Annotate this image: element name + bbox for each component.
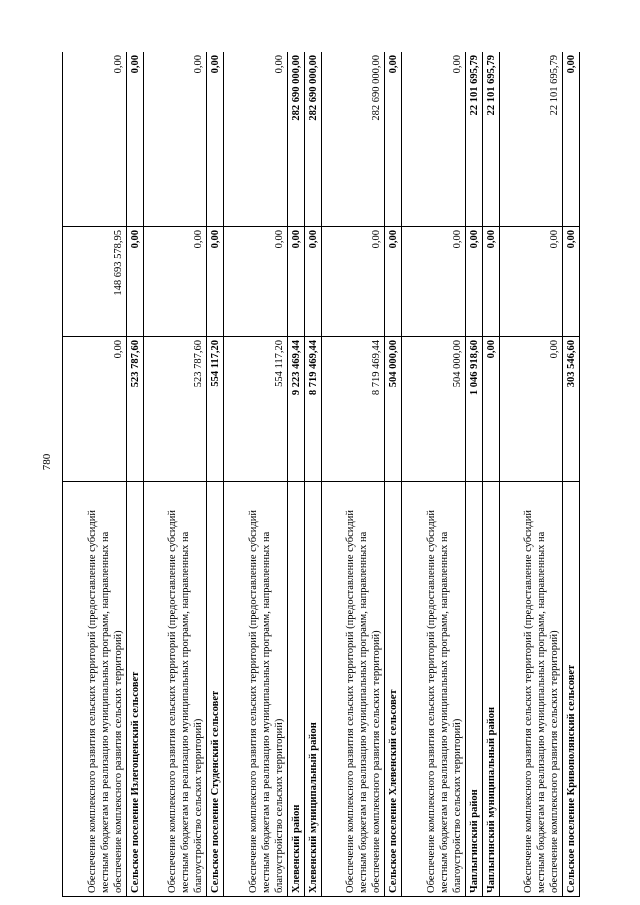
value-cell-3: 22 101 695,79 [482,52,499,227]
subsidy-table [62,52,580,897]
table-row [287,52,304,897]
table-row [385,52,402,897]
row-label-cell: Хлевенский район [287,482,304,897]
table-row [465,52,482,897]
table-row [126,52,143,897]
value-cell-3: 0,00 [402,52,466,227]
value-cell-1: 523 787,60 [143,337,207,482]
value-cell-1: 303 546,60 [563,337,580,482]
value-cell-2: 0,00 [482,227,499,337]
row-label-cell: Обеспечение комплексного развития сельских территорий (предоставление субсидий местным бюджетам на реализацию муниципальных программ, направленных на обеспечение комплексного развития сельских территорий) [63,482,127,897]
value-cell-3: 0,00 [207,52,224,227]
value-cell-2: 148 693 578,95 [63,227,127,337]
value-cell-3: 282 690 000,00 [321,52,385,227]
value-cell-2: 0,00 [499,227,563,337]
row-label-cell: Обеспечение комплексного развития сельских территорий (предоставление субсидий местным бюджетам на реализацию муниципальных программ, направленных на обеспечение комплексного развития сельских территорий) [499,482,563,897]
rotated-table-frame [62,52,580,897]
page-number: 780 [41,453,53,471]
row-label-cell: Сельское поселение Студенский сельсовет [207,482,224,897]
table-row [304,52,321,897]
value-cell-2: 0,00 [143,227,207,337]
value-cell-1: 523 787,60 [126,337,143,482]
row-label-cell: Обеспечение комплексного развития сельских территорий (предоставление субсидий местным бюджетам на реализацию муниципальных программ, направленных на благоустройство сельских территорий) [143,482,207,897]
row-label-cell: Обеспечение комплексного развития сельских территорий (предоставление субсидий местным бюджетам на реализацию муниципальных программ, направленных на благоустройство сельских территорий) [224,482,288,897]
table-row [563,52,580,897]
subsidy-table-body [63,52,580,897]
value-cell-1: 0,00 [482,337,499,482]
table-row [207,52,224,897]
value-cell-3: 0,00 [143,52,207,227]
value-cell-3: 282 690 000,00 [304,52,321,227]
value-cell-2: 0,00 [321,227,385,337]
value-cell-2: 0,00 [287,227,304,337]
table-row [143,52,207,897]
value-cell-3: 22 101 695,79 [465,52,482,227]
row-label-cell: Чаплыгинский муниципальный район [482,482,499,897]
value-cell-2: 0,00 [563,227,580,337]
value-cell-2: 0,00 [126,227,143,337]
value-cell-3: 0,00 [63,52,127,227]
value-cell-1: 554 117,20 [224,337,288,482]
value-cell-1: 0,00 [63,337,127,482]
value-cell-2: 0,00 [385,227,402,337]
value-cell-1: 8 719 469,44 [321,337,385,482]
value-cell-2: 0,00 [207,227,224,337]
value-cell-2: 0,00 [402,227,466,337]
row-label-cell: Сельское поселение Кривополянский сельсовет [563,482,580,897]
row-label-cell: Сельское поселение Излегощенский сельсовет [126,482,143,897]
row-label-cell: Сельское поселение Хлевенский сельсовет [385,482,402,897]
value-cell-2: 0,00 [304,227,321,337]
table-row [63,52,127,897]
value-cell-2: 0,00 [224,227,288,337]
value-cell-3: 0,00 [126,52,143,227]
table-row [224,52,288,897]
value-cell-1: 504 000,00 [385,337,402,482]
value-cell-1: 554 117,20 [207,337,224,482]
value-cell-1: 0,00 [499,337,563,482]
value-cell-1: 504 000,00 [402,337,466,482]
value-cell-1: 1 046 918,60 [465,337,482,482]
value-cell-3: 282 690 000,00 [287,52,304,227]
row-label-cell: Обеспечение комплексного развития сельских территорий (предоставление субсидий местным бюджетам на реализацию муниципальных программ, направленных на благоустройство сельских территорий) [402,482,466,897]
value-cell-1: 8 719 469,44 [304,337,321,482]
subsidy-table-container [62,52,580,897]
table-row [321,52,385,897]
table-row [499,52,563,897]
table-row [402,52,466,897]
row-label-cell: Чаплыгинский район [465,482,482,897]
value-cell-3: 0,00 [224,52,288,227]
value-cell-3: 0,00 [385,52,402,227]
value-cell-2: 0,00 [465,227,482,337]
table-row [482,52,499,897]
row-label-cell: Обеспечение комплексного развития сельских территорий (предоставление субсидий местным бюджетам на реализацию муниципальных программ, направленных на обеспечение комплексного развития сельских территорий) [321,482,385,897]
value-cell-3: 0,00 [563,52,580,227]
value-cell-1: 9 223 469,44 [287,337,304,482]
row-label-cell: Хлевенский муниципальный район [304,482,321,897]
value-cell-3: 22 101 695,79 [499,52,563,227]
